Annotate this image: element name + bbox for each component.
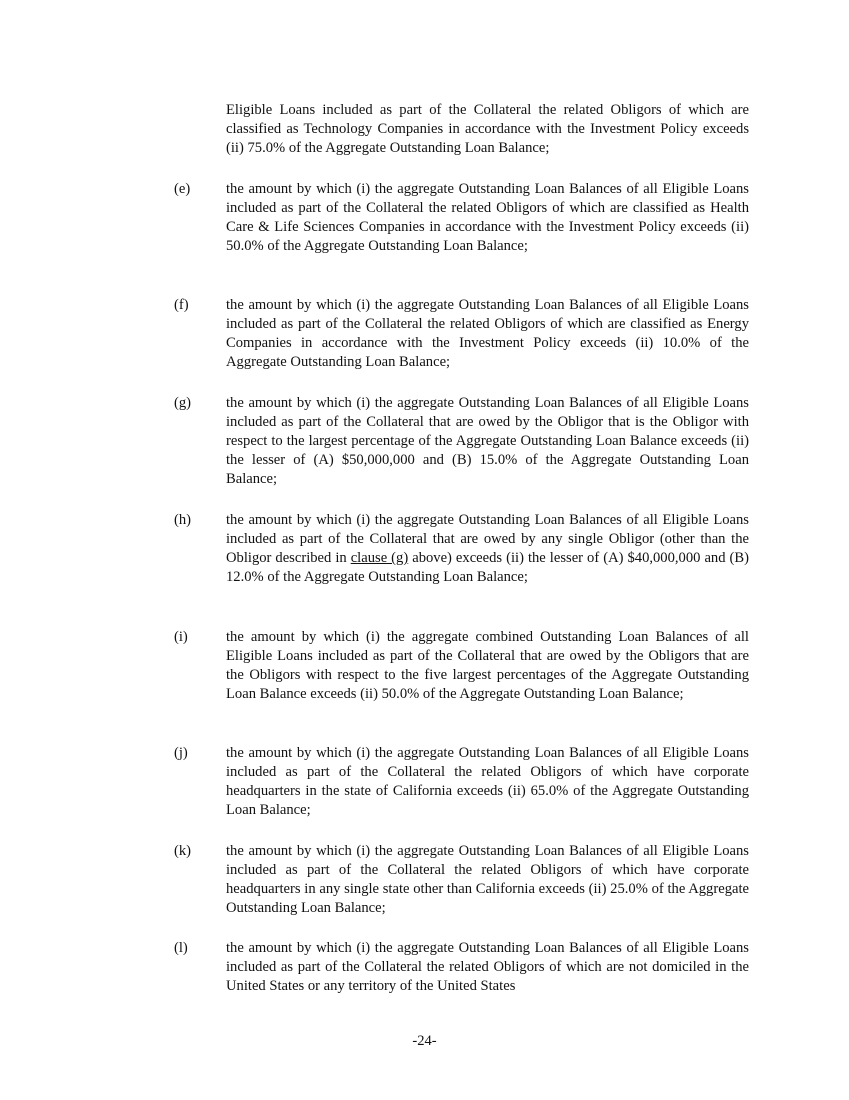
- item-text-f: the amount by which (i) the aggregate Outstanding Loan Balances of all Eligible Loans included as part of the Collateral the related Obligors of which are classified as Energy Companies in accordance with the Investment Policy exceeds (ii) 10.0% of the Aggregate Outstanding Loan Balance;: [226, 297, 749, 370]
- item-text-h-after: above) exceeds (ii) the lesser of (A) $40,000,000 and (B) 12.0% of the Aggregate Outstanding Loan Balance;: [226, 550, 749, 585]
- item-label-i: (i): [174, 629, 188, 645]
- item-text-g: the amount by which (i) the aggregate Outstanding Loan Balances of all Eligible Loans included as part of the Collateral that are owed by the Obligor that is the Obligor with respect to the largest percentage of the Aggregate Outstanding Loan Balance exceeds (ii) the lesser of (A) $50,000,000 and (B) 15.0% of the Aggregate Outstanding Loan Balance;: [226, 395, 749, 487]
- item-label-f: (f): [174, 297, 189, 313]
- item-text-k: the amount by which (i) the aggregate Outstanding Loan Balances of all Eligible Loans included as part of the Collateral the related Obligors of which have corporate headquarters in any single state other than California exceeds (ii) 25.0% of the Aggregate Outstanding Loan Balance;: [226, 843, 749, 916]
- item-label-k: (k): [174, 843, 192, 859]
- item-label-g: (g): [174, 395, 192, 411]
- page-number: -24-: [412, 1033, 437, 1049]
- item-text-l: the amount by which (i) the aggregate Outstanding Loan Balances of all Eligible Loans included as part of the Collateral the related Obligors of which are not domiciled in the United States or any territory of the United States: [226, 940, 749, 994]
- item-text-j: the amount by which (i) the aggregate Outstanding Loan Balances of all Eligible Loans included as part of the Collateral the related Obligors of which have corporate headquarters in the state of California exceeds (ii) 65.0% of the Aggregate Outstanding Loan Balance;: [226, 745, 749, 818]
- clause-g-reference-link[interactable]: clause (g): [350, 550, 409, 566]
- item-label-l: (l): [174, 940, 188, 956]
- continuation-paragraph: Eligible Loans included as part of the Collateral the related Obligors of which are classified as Technology Companies in accordance with the Investment Policy exceeds (ii) 75.0% of the Aggregate Outstanding Loan Balance;: [226, 102, 749, 156]
- item-text-h: [226, 511, 749, 587]
- item-label-h: (h): [174, 512, 192, 528]
- item-text-i: the amount by which (i) the aggregate combined Outstanding Loan Balances of all Eligible Loans included as part of the Collateral that are owed by the Obligors that are the Obligors with respect to the five largest percentages of the Aggregate Outstanding Loan Balance exceeds (ii) 50.0% of the Aggregate Outstanding Loan Balance;: [226, 629, 749, 702]
- item-label-j: (j): [174, 745, 188, 761]
- item-label-e: (e): [174, 181, 191, 197]
- item-text-e: the amount by which (i) the aggregate Outstanding Loan Balances of all Eligible Loans included as part of the Collateral the related Obligors of which are classified as Health Care & Life Sciences Companies in accordance with the Investment Policy exceeds (ii) 50.0% of the Aggregate Outstanding Loan Balance;: [226, 181, 749, 254]
- item-text-h-before: the amount by which (i) the aggregate Outstanding Loan Balances of all Eligible Loans included as part of the Collateral that are owed by any single Obligor (other than the Obligor described in: [226, 512, 749, 566]
